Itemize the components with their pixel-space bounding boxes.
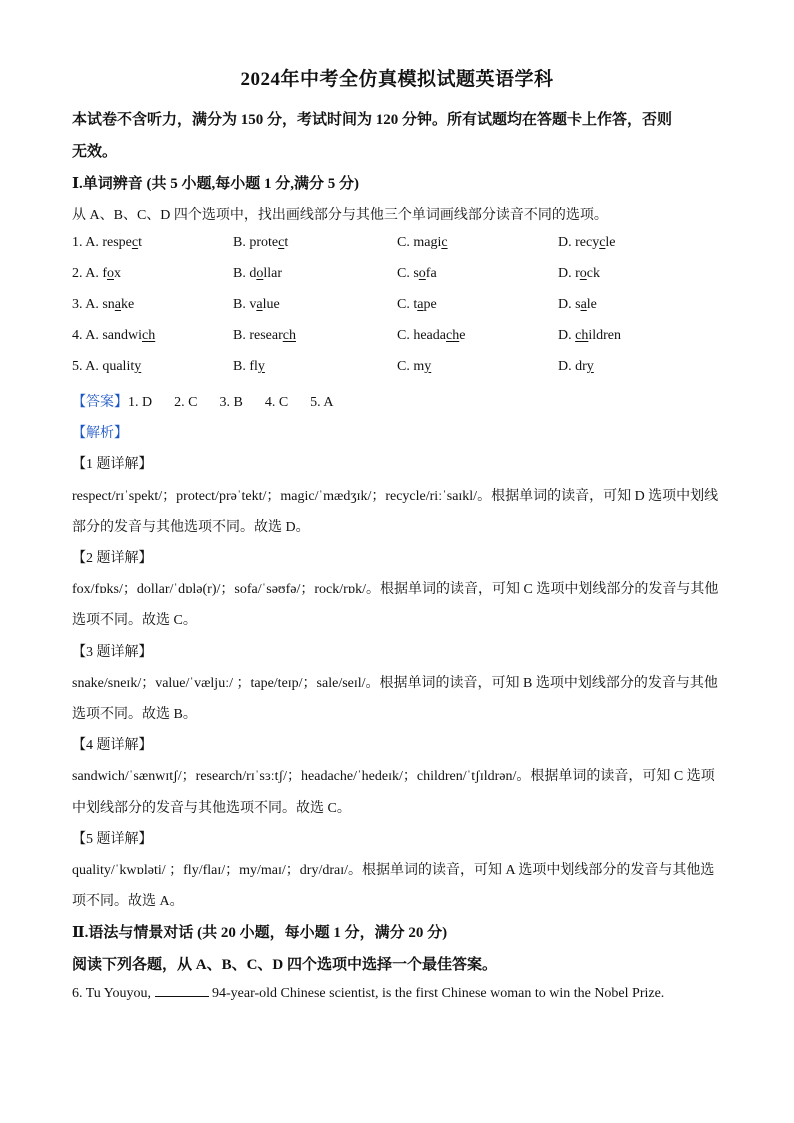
analysis-tag: 【解析】 — [72, 426, 128, 441]
detail-tag: 【3 题详解】 — [72, 645, 153, 660]
question-row — [72, 297, 732, 317]
choice-option: C. tape — [397, 297, 437, 312]
detail-text: 选项不同。故选 C。 — [72, 613, 197, 628]
choice-option: B. research — [233, 328, 296, 343]
choice-option: B. fly — [233, 359, 265, 374]
question-row — [72, 359, 732, 379]
answer-tag: 【答案】 — [72, 395, 128, 410]
detail-tag: 【4 题详解】 — [72, 738, 153, 753]
detail-tag: 【1 题详解】 — [72, 457, 153, 472]
page-title: 2024年中考全仿真模拟试题英语学科 — [240, 69, 554, 90]
question-row — [72, 266, 732, 286]
intro-line-1: 本试卷不含听力，满分为 150 分，考试时间为 120 分钟。所有试题均在答题卡上作答，否则 — [72, 112, 673, 128]
choice-option: D. dry — [558, 359, 594, 374]
choice-option: B. value — [233, 297, 280, 312]
detail-text: 中划线部分的发音与其他选项不同。故选 C。 — [72, 801, 351, 816]
detail-tag: 【2 题详解】 — [72, 551, 153, 566]
choice-option: C. my — [397, 359, 432, 374]
choice-option: B. dollar — [233, 266, 282, 281]
detail-text: quality/ˈkwɒləti/ ；fly/flaɪ/；my/maɪ/；dry/draɪ/。根据单词的读音，可知 A 选项中划线部分的发音与其他选 — [72, 863, 715, 878]
question-6: 6. Tu Youyou, 94-year-old Chinese scientist, is the first Chinese woman to win the Nobel Prize. — [72, 986, 665, 1001]
answer-item: 3. B — [219, 395, 243, 410]
choice-option: D. children — [558, 328, 621, 343]
answer-item: 2. C — [174, 395, 198, 410]
choice-option: C. headache — [397, 328, 466, 343]
section-1-instruction: 从 A、B、C、D 四个选项中，找出画线部分与其他三个单词画线部分读音不同的选项。 — [72, 208, 608, 223]
choice-option: 4. A. sandwich — [72, 328, 156, 343]
detail-text: 选项不同。故选 B。 — [72, 707, 197, 722]
choice-option: 5. A. quality — [72, 359, 142, 374]
question-row — [72, 235, 732, 255]
answer-item: 1. D — [128, 395, 153, 410]
question-row — [72, 328, 732, 348]
choice-option: D. rock — [558, 266, 600, 281]
choice-option: B. protect — [233, 235, 289, 250]
choice-option: C. sofa — [397, 266, 437, 281]
detail-text: 部分的发音与其他选项不同。故选 D。 — [72, 520, 310, 535]
answer-item: 5. A — [310, 395, 334, 410]
section-2-instruction: 阅读下列各题，从 A、B、C、D 四个选项中选择一个最佳答案。 — [72, 957, 498, 973]
choice-option: D. sale — [558, 297, 597, 312]
detail-text: sandwich/ˈsænwɪtʃ/；research/rɪˈsɜːtʃ/；headache/ˈhedeɪk/；children/ˈtʃɪldrən/。根据单词的读音，可知 C 选项 — [72, 769, 715, 784]
detail-text: fox/fɒks/；dollar/ˈdɒlə(r)/；sofa/ˈsəʊfə/；rock/rɒk/。根据单词的读音，可知 C 选项中划线部分的发音与其他 — [72, 582, 719, 597]
choice-option: 1. A. respect — [72, 235, 142, 250]
choice-option: D. recycle — [558, 235, 616, 250]
detail-text: snake/sneɪk/；value/ˈvæljuː/ ；tape/teɪp/；sale/seɪl/。根据单词的读音，可知 B 选项中划线部分的发音与其他 — [72, 676, 718, 691]
intro-line-2: 无效。 — [72, 144, 118, 160]
choice-option: C. magic — [397, 235, 448, 250]
section-1-heading: Ⅰ.单词辨音 (共 5 小题,每小题 1 分,满分 5 分) — [72, 176, 360, 192]
answer-blank — [155, 984, 209, 997]
choice-option: 3. A. snake — [72, 297, 135, 312]
detail-tag: 【5 题详解】 — [72, 832, 153, 847]
choice-option: 2. A. fox — [72, 266, 121, 281]
detail-text: respect/rɪˈspekt/；protect/prəˈtekt/；magic/ˈmædʒɪk/；recycle/riːˈsaɪkl/。根据单词的读音，可知 D 选项中划线 — [72, 489, 719, 504]
answer-line — [72, 391, 356, 411]
section-2-heading: Ⅱ.语法与情景对话 (共 20 小题，每小题 1 分，满分 20 分) — [72, 925, 448, 941]
detail-text: 项不同。故选 A。 — [72, 894, 184, 909]
answer-item: 4. C — [264, 395, 289, 410]
